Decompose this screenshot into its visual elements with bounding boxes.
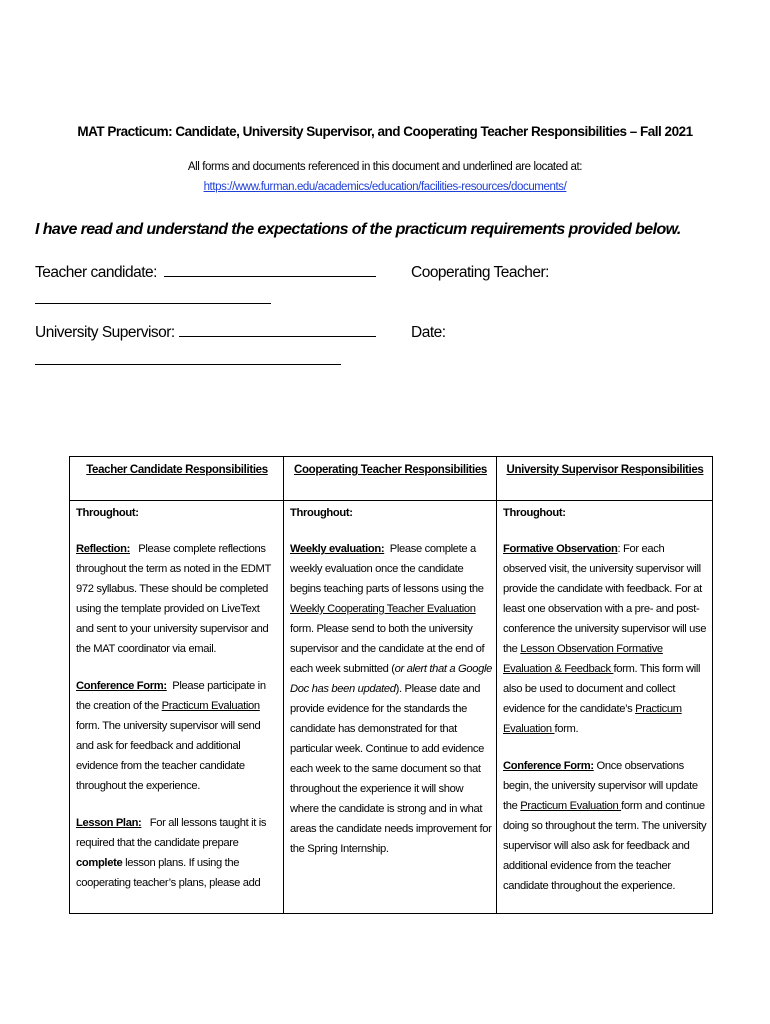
weekly-evaluation-item: Weekly evaluation: Please complete a weekly evaluation once the candidate begins teaching parts of lessons using the Weekly Cooperating Teacher Evaluation form. Please send to both the university supervisor and the candidate at the end of each week submitted (or alert that a Google Doc has been updated). Please date and provide evidence for the standards the candidate has demonstrated for that particular week. Continue to add evidence each week to the same document so that throughout the experience it will show where the candidate is strong and in what areas the candidate needs improvement for the Spring Internship.	[290, 543, 492, 855]
documents-link-line	[0, 181, 770, 193]
teacher-candidate-header: Teacher Candidate Responsibilities	[70, 457, 284, 501]
cooperating-teacher-line[interactable]	[35, 303, 271, 304]
reflection-item: Reflection: Please complete reflections throughout the term as noted in the EDMT 972 syllabus. These should be completed using the template provided on LiveText and sent to your university supervisor and the MAT coordinator via email.	[76, 543, 271, 655]
formative-observation-keyword: Formative Observation	[503, 543, 618, 555]
weekly-evaluation-link[interactable]: Weekly Cooperating Teacher Evaluation	[290, 603, 476, 615]
practicum-evaluation-link[interactable]: Practicum Evaluation	[161, 700, 260, 712]
university-supervisor-line[interactable]	[179, 336, 376, 337]
university-supervisor-header: University Supervisor Responsibilities	[497, 457, 713, 501]
teacher-candidate-line[interactable]	[164, 276, 376, 277]
weekly-evaluation-keyword: Weekly evaluation:	[290, 543, 385, 555]
responsibilities-table	[69, 456, 713, 914]
practicum-evaluation-link[interactable]: Practicum Evaluation	[503, 703, 682, 735]
lesson-observation-link[interactable]: Lesson Observation Formative Evaluation & Feedback	[503, 643, 663, 675]
lesson-plan-item: Lesson Plan: For all lessons taught it is required that the candidate prepare complete lesson plans. If using the cooperating teacher’s plans, please add	[76, 817, 267, 889]
date-label: Date:	[411, 324, 446, 341]
university-supervisor-label: University Supervisor:	[35, 324, 175, 341]
acknowledgement-statement: I have read and understand the expectations of the practicum requirements provided below.	[35, 221, 681, 238]
date-line[interactable]	[35, 364, 341, 365]
date-signature	[411, 324, 446, 342]
cooperating-teacher-signature	[411, 264, 549, 282]
teacher-candidate-label: Teacher candidate:	[35, 264, 157, 281]
table-row	[70, 501, 713, 914]
reflection-keyword: Reflection:	[76, 543, 130, 555]
table-header-row	[70, 457, 713, 501]
documents-link[interactable]: https://www.furman.edu/academics/education/facilities-resources/documents/	[203, 181, 567, 193]
conference-form-keyword: Conference Form:	[503, 760, 594, 772]
university-supervisor-cell	[497, 501, 713, 914]
formative-observation-item: Formative Observation: For each observed visit, the university supervisor will provide the candidate with feedback. For at least one observation with a pre- and post-conference the university supervisor will use the Lesson Observation Formative Evaluation & Feedback form. This form will also be used to document and collect evidence for the candidate’s Practicum Evaluation form.	[503, 543, 707, 735]
throughout-label: Throughout:	[76, 507, 139, 519]
cooperating-teacher-label: Cooperating Teacher:	[411, 264, 549, 281]
throughout-label: Throughout:	[290, 507, 353, 519]
conference-form-keyword: Conference Form:	[76, 680, 167, 692]
forms-note: All forms and documents referenced in this document and underlined are located at:	[187, 161, 583, 173]
conference-form-item: Conference Form: Please participate in the creation of the Practicum Evaluation form. The university supervisor will send and ask for feedback and additional evidence from the teacher candidate throughout the experience.	[76, 680, 266, 792]
teacher-candidate-signature	[35, 264, 376, 282]
cooperating-teacher-header: Cooperating Teacher Responsibilities	[284, 457, 497, 501]
document-title: MAT Practicum: Candidate, University Supervisor, and Cooperating Teacher Responsibilities – Fall 2021	[77, 124, 693, 139]
conference-form-item: Conference Form: Once observations begin, the university supervisor will update the Practicum Evaluation form and continue doing so throughout the term. The university supervisor will also ask for feedback and additional evidence from the teacher candidate throughout the experience.	[503, 760, 707, 892]
teacher-candidate-cell	[70, 501, 284, 914]
university-supervisor-signature	[35, 324, 376, 342]
practicum-evaluation-link[interactable]: Practicum Evaluation	[520, 800, 622, 812]
throughout-label: Throughout:	[503, 507, 566, 519]
lesson-plan-keyword: Lesson Plan:	[76, 817, 142, 829]
cooperating-teacher-cell	[284, 501, 497, 914]
